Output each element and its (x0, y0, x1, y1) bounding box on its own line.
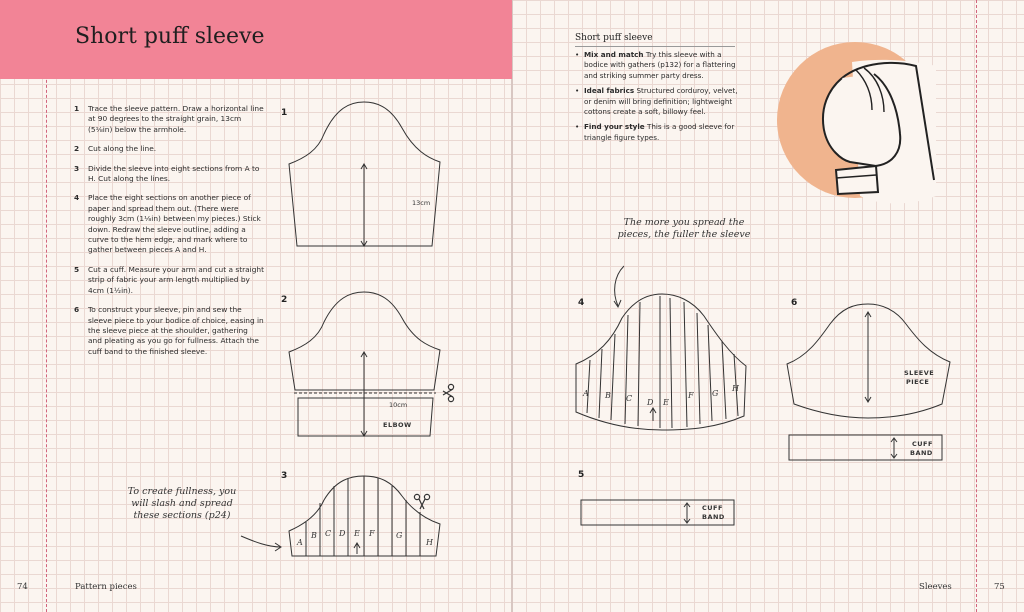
puff-sleeve-illustration (777, 42, 936, 204)
section-letter-g: G (712, 389, 719, 398)
annotation-arrow (615, 266, 624, 306)
figure-3-number: 3 (281, 471, 288, 481)
step-number: 6 (74, 305, 80, 315)
section-letter-c: C (325, 529, 332, 538)
figure-3-annotation: To create fullness, you will slash and spread these sections (p24) (127, 486, 237, 521)
tip-text: This is a good sleeve for triangle figure types. (584, 122, 735, 142)
step-text: Cut along the line. (88, 144, 157, 154)
section-letter-h: H (426, 538, 433, 547)
figure-6-cuff-label-2: BAND (910, 449, 933, 457)
section-letter-a: A (583, 389, 589, 398)
tip-title: Find your style (584, 122, 645, 132)
figure-6-sleeve-piece (787, 304, 950, 460)
step-number: 1 (74, 104, 80, 113)
step-number: 5 (74, 264, 80, 274)
figure-2-sleeve-pattern (289, 292, 454, 436)
section-letter-h: H (732, 384, 739, 393)
step-number: 3 (74, 163, 80, 173)
section-letter-b: B (311, 531, 317, 540)
section-letter-a: A (297, 538, 303, 547)
left-footer-label: Pattern pieces (75, 582, 137, 592)
figure-5-cuff-band (581, 500, 734, 525)
tip-title: Mix and match (584, 50, 644, 59)
figure-6-piece-label-1: SLEEVE (904, 369, 935, 377)
right-footer-label: Sleeves (919, 582, 952, 592)
figure-2-number: 2 (281, 295, 288, 305)
tip-item (575, 50, 745, 81)
section-letter-d: D (339, 529, 346, 538)
section-letter-g: G (396, 531, 403, 540)
step-number: 4 (74, 193, 80, 203)
tip-text: Structured corduroy, velvet, or denim will bring definition; lightweight cottons create a soft, billowy feel. (584, 86, 738, 117)
figure-2-measurement: 10cm (389, 401, 408, 409)
section-letter-d: D (647, 398, 654, 407)
figure-4-number: 4 (578, 298, 585, 308)
figure-2-elbow-label: ELBOW (383, 421, 412, 429)
figure-1-number: 1 (281, 108, 288, 118)
step-text: To construct your sleeve, pin and sew the sleeve piece to your bodice of choice, easing in the sleeve piece at the shoulder, gathering and pleating as you go for fullness. Attach the cuff band to the finished sleeve. (88, 305, 264, 356)
tip-text: Try this sleeve with a bodice with gathers (p132) for a flattering and striking summer party dress. (584, 50, 736, 80)
step-text: Cut a cuff. Measure your arm and cut a straight strip of fabric your arm length multiplied by 4cm (1½in). (88, 264, 264, 295)
tip-title: Ideal fabrics (584, 86, 635, 96)
section-letter-e: E (663, 398, 669, 407)
page-title: Short puff sleeve (75, 24, 265, 49)
figure-3-section-letters (296, 529, 434, 547)
scissors-icon (443, 384, 454, 401)
tips-list (575, 50, 745, 148)
figure-5-number: 5 (578, 470, 585, 480)
section-letter-e: E (354, 529, 360, 538)
figure-4-annotation: The more you spread the pieces, the fuller the sleeve (617, 217, 751, 240)
annotation-arrow (241, 536, 281, 547)
tip-item (575, 122, 745, 143)
figure-6-cuff-label-1: CUFF (912, 440, 933, 448)
section-letter-b: B (605, 391, 611, 400)
section-letter-f: F (688, 391, 694, 400)
figure-1-sleeve-pattern (289, 102, 440, 246)
section-letter-f: F (369, 529, 375, 538)
step-text: Divide the sleeve into eight sections from A to H. Cut along the lines. (88, 163, 260, 184)
section-letter-c: C (626, 394, 633, 403)
step-text: Trace the sleeve pattern. Draw a horizontal line at 90 degrees to the straight grain, 13cm (5⅛in) below the armhole. (88, 104, 264, 134)
figure-6-piece-label-2: PIECE (906, 378, 930, 386)
figure-5-cuff-label-1: CUFF (702, 504, 723, 512)
figure-3-sliced-sleeve (241, 476, 440, 556)
scissors-icon (414, 494, 429, 509)
left-page-number: 74 (17, 582, 28, 592)
step-number: 2 (74, 144, 80, 154)
figure-6-number: 6 (791, 298, 798, 308)
step-text: Place the eight sections on another piece of paper and spread them out. (There were roughly 3cm (1⅛in) between my pieces.) Stick down. Redraw the sleeve outline, adding a curve to the hem edge, and mark where to gather between pieces A and H. (88, 193, 261, 255)
figure-4-section-letters (582, 384, 740, 407)
figure-5-cuff-label-2: BAND (702, 513, 725, 521)
right-page-number: 75 (994, 582, 1005, 592)
figure-1-measurement: 13cm (412, 199, 431, 207)
figure-4-spread-sleeve (576, 266, 746, 430)
tip-item (575, 86, 745, 117)
sidebar-heading: Short puff sleeve (575, 33, 735, 47)
